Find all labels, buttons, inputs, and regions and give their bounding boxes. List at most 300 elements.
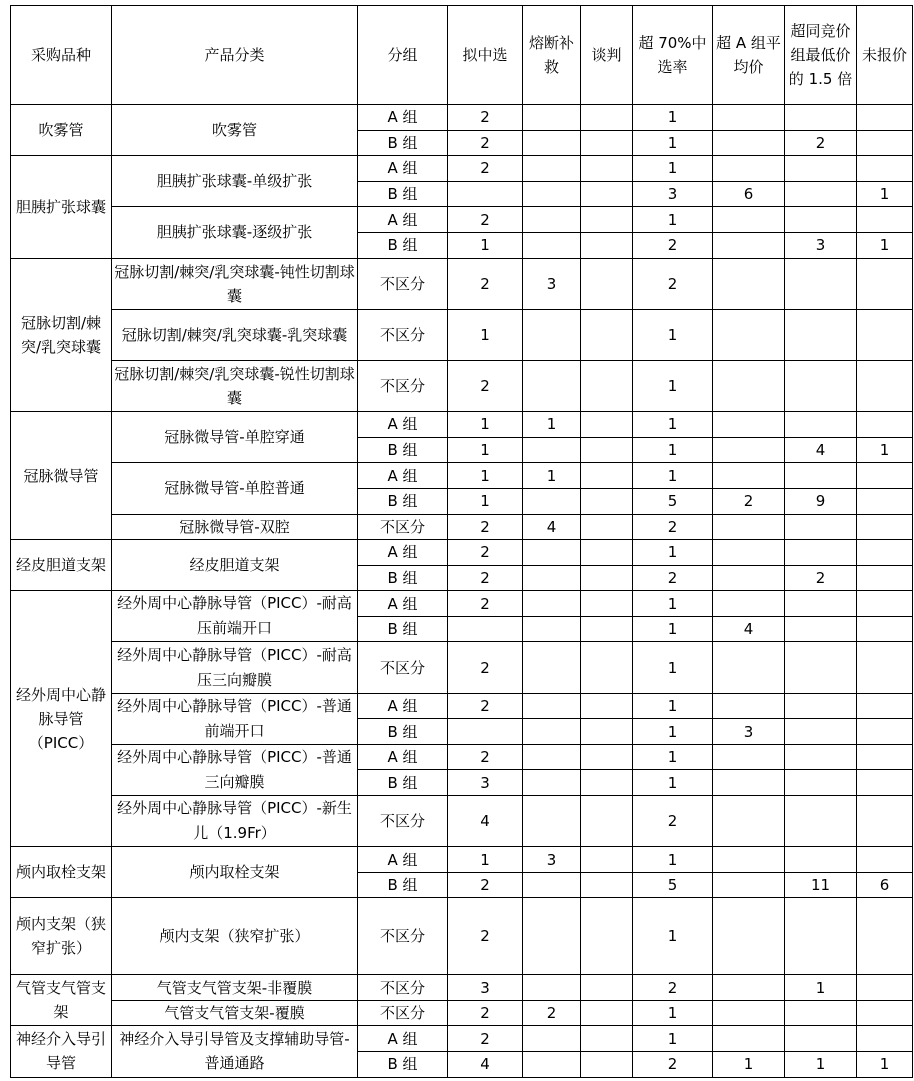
cell-rescue: 1 xyxy=(523,412,581,438)
cell-unquoted xyxy=(857,258,913,309)
cell-negotiation xyxy=(581,975,633,1001)
cell-over15 xyxy=(785,770,857,796)
cell-unquoted: 6 xyxy=(857,872,913,898)
cell-selected: 2 xyxy=(448,642,523,693)
cell-overA xyxy=(713,642,785,693)
cell-unquoted: 1 xyxy=(857,437,913,463)
cell-rescue xyxy=(523,591,581,617)
table-row xyxy=(11,1000,913,1026)
cell-rescue xyxy=(523,770,581,796)
cell-group: 不区分 xyxy=(358,258,448,309)
cell-over15 xyxy=(785,1000,857,1026)
cell-overA xyxy=(713,514,785,540)
cell-group: A 组 xyxy=(358,156,448,182)
cell-over15 xyxy=(785,463,857,489)
cell-category: 吹雾管 xyxy=(112,105,358,156)
cell-over70: 1 xyxy=(633,437,713,463)
cell-overA xyxy=(713,412,785,438)
cell-group: A 组 xyxy=(358,847,448,873)
cell-overA xyxy=(713,156,785,182)
cell-over15: 4 xyxy=(785,437,857,463)
cell-overA: 1 xyxy=(713,1051,785,1077)
cell-negotiation xyxy=(581,412,633,438)
cell-unquoted xyxy=(857,105,913,131)
cell-overA xyxy=(713,258,785,309)
cell-overA xyxy=(713,463,785,489)
cell-overA xyxy=(713,975,785,1001)
cell-group: A 组 xyxy=(358,207,448,233)
cell-negotiation xyxy=(581,207,633,233)
cell-group: 不区分 xyxy=(358,898,448,975)
cell-unquoted xyxy=(857,514,913,540)
table-row xyxy=(11,309,913,360)
cell-overA: 6 xyxy=(713,181,785,207)
cell-overA xyxy=(713,591,785,617)
cell-variety: 经皮胆道支架 xyxy=(11,540,112,591)
cell-over15 xyxy=(785,719,857,745)
cell-over70: 2 xyxy=(633,796,713,847)
cell-rescue xyxy=(523,309,581,360)
header-overA: 超 A 组平均价 xyxy=(713,6,785,105)
cell-rescue xyxy=(523,105,581,131)
procurement-table xyxy=(10,5,913,1078)
table-row xyxy=(11,540,913,566)
cell-rescue xyxy=(523,693,581,719)
cell-rescue: 3 xyxy=(523,258,581,309)
cell-selected: 1 xyxy=(448,412,523,438)
cell-selected: 2 xyxy=(448,514,523,540)
cell-selected: 1 xyxy=(448,309,523,360)
cell-unquoted xyxy=(857,616,913,642)
cell-over70: 1 xyxy=(633,642,713,693)
cell-selected xyxy=(448,181,523,207)
header-over15: 超同竞价组最低价的 1.5 倍 xyxy=(785,6,857,105)
cell-selected xyxy=(448,719,523,745)
cell-group: A 组 xyxy=(358,693,448,719)
cell-category: 冠脉微导管-双腔 xyxy=(112,514,358,540)
cell-rescue xyxy=(523,975,581,1001)
cell-selected: 2 xyxy=(448,130,523,156)
cell-over70: 1 xyxy=(633,130,713,156)
cell-over15: 2 xyxy=(785,565,857,591)
cell-category: 经外周中心静脉导管（PICC）-耐高压三向瓣膜 xyxy=(112,642,358,693)
cell-variety: 胆胰扩张球囊 xyxy=(11,156,112,258)
cell-category: 经皮胆道支架 xyxy=(112,540,358,591)
cell-group: A 组 xyxy=(358,412,448,438)
cell-rescue xyxy=(523,1051,581,1077)
cell-category: 冠脉微导管-单腔普通 xyxy=(112,463,358,514)
cell-variety: 神经介入导引导管 xyxy=(11,1026,112,1077)
cell-group: B 组 xyxy=(358,181,448,207)
cell-over70: 2 xyxy=(633,975,713,1001)
cell-over15 xyxy=(785,207,857,233)
cell-unquoted: 1 xyxy=(857,181,913,207)
table-row xyxy=(11,412,913,438)
cell-over15 xyxy=(785,360,857,411)
cell-over70: 1 xyxy=(633,719,713,745)
cell-category: 颅内取栓支架 xyxy=(112,847,358,898)
table-row xyxy=(11,207,913,233)
cell-selected: 2 xyxy=(448,105,523,131)
cell-unquoted xyxy=(857,360,913,411)
cell-unquoted xyxy=(857,412,913,438)
table-row xyxy=(11,847,913,873)
cell-unquoted xyxy=(857,540,913,566)
table-row xyxy=(11,744,913,770)
cell-selected: 3 xyxy=(448,770,523,796)
cell-negotiation xyxy=(581,488,633,514)
cell-over70: 3 xyxy=(633,181,713,207)
cell-negotiation xyxy=(581,872,633,898)
cell-rescue: 1 xyxy=(523,463,581,489)
cell-rescue xyxy=(523,796,581,847)
cell-over70: 1 xyxy=(633,1000,713,1026)
cell-rescue xyxy=(523,207,581,233)
cell-over70: 1 xyxy=(633,309,713,360)
cell-group: 不区分 xyxy=(358,642,448,693)
cell-negotiation xyxy=(581,105,633,131)
cell-group: 不区分 xyxy=(358,975,448,1001)
cell-over15: 1 xyxy=(785,975,857,1001)
cell-over15 xyxy=(785,616,857,642)
cell-selected: 2 xyxy=(448,258,523,309)
cell-selected: 3 xyxy=(448,975,523,1001)
cell-negotiation xyxy=(581,616,633,642)
cell-group: 不区分 xyxy=(358,1000,448,1026)
cell-category: 气管支气管支架-非覆膜 xyxy=(112,975,358,1001)
cell-negotiation xyxy=(581,796,633,847)
cell-unquoted: 1 xyxy=(857,1051,913,1077)
cell-overA xyxy=(713,565,785,591)
cell-negotiation xyxy=(581,437,633,463)
cell-unquoted xyxy=(857,463,913,489)
cell-over70: 1 xyxy=(633,156,713,182)
cell-group: A 组 xyxy=(358,105,448,131)
cell-over70: 1 xyxy=(633,360,713,411)
cell-over70: 1 xyxy=(633,770,713,796)
cell-overA xyxy=(713,898,785,975)
cell-overA xyxy=(713,360,785,411)
cell-negotiation xyxy=(581,565,633,591)
cell-selected: 2 xyxy=(448,898,523,975)
cell-negotiation xyxy=(581,847,633,873)
header-variety: 采购品种 xyxy=(11,6,112,105)
cell-rescue: 2 xyxy=(523,1000,581,1026)
cell-negotiation xyxy=(581,744,633,770)
cell-rescue: 3 xyxy=(523,847,581,873)
cell-over70: 1 xyxy=(633,898,713,975)
cell-unquoted xyxy=(857,796,913,847)
cell-unquoted xyxy=(857,1026,913,1052)
cell-unquoted xyxy=(857,847,913,873)
table-row xyxy=(11,360,913,411)
cell-over70: 1 xyxy=(633,847,713,873)
cell-overA xyxy=(713,847,785,873)
cell-negotiation xyxy=(581,898,633,975)
cell-over70: 2 xyxy=(633,232,713,258)
cell-category: 冠脉微导管-单腔穿通 xyxy=(112,412,358,463)
cell-overA xyxy=(713,1000,785,1026)
cell-category: 胆胰扩张球囊-逐级扩张 xyxy=(112,207,358,258)
cell-rescue xyxy=(523,642,581,693)
cell-group: A 组 xyxy=(358,540,448,566)
cell-rescue xyxy=(523,898,581,975)
cell-selected: 4 xyxy=(448,1051,523,1077)
cell-over70: 1 xyxy=(633,412,713,438)
cell-rescue xyxy=(523,565,581,591)
cell-overA: 3 xyxy=(713,719,785,745)
table-row xyxy=(11,463,913,489)
cell-group: B 组 xyxy=(358,1051,448,1077)
cell-unquoted xyxy=(857,309,913,360)
cell-rescue xyxy=(523,540,581,566)
cell-over15 xyxy=(785,309,857,360)
cell-negotiation xyxy=(581,540,633,566)
cell-over15 xyxy=(785,796,857,847)
header-unquoted: 未报价 xyxy=(857,6,913,105)
cell-over70: 1 xyxy=(633,744,713,770)
cell-selected: 2 xyxy=(448,207,523,233)
cell-category: 经外周中心静脉导管（PICC）-普通前端开口 xyxy=(112,693,358,744)
cell-group: A 组 xyxy=(358,1026,448,1052)
cell-selected: 4 xyxy=(448,796,523,847)
cell-negotiation xyxy=(581,514,633,540)
cell-overA xyxy=(713,309,785,360)
cell-over15 xyxy=(785,412,857,438)
cell-negotiation xyxy=(581,693,633,719)
cell-overA xyxy=(713,207,785,233)
cell-unquoted xyxy=(857,591,913,617)
cell-overA: 4 xyxy=(713,616,785,642)
cell-rescue xyxy=(523,181,581,207)
cell-variety: 冠脉微导管 xyxy=(11,412,112,540)
cell-category: 胆胰扩张球囊-单级扩张 xyxy=(112,156,358,207)
cell-selected: 2 xyxy=(448,744,523,770)
cell-selected: 2 xyxy=(448,1000,523,1026)
cell-over70: 1 xyxy=(633,207,713,233)
cell-overA xyxy=(713,693,785,719)
header-negotiation: 谈判 xyxy=(581,6,633,105)
cell-over70: 1 xyxy=(633,463,713,489)
cell-selected: 2 xyxy=(448,540,523,566)
cell-variety: 吹雾管 xyxy=(11,105,112,156)
cell-selected: 1 xyxy=(448,437,523,463)
cell-group: 不区分 xyxy=(358,360,448,411)
cell-group: B 组 xyxy=(358,719,448,745)
cell-selected: 2 xyxy=(448,360,523,411)
cell-over70: 5 xyxy=(633,488,713,514)
cell-category: 经外周中心静脉导管（PICC）-普通三向瓣膜 xyxy=(112,744,358,795)
cell-category: 经外周中心静脉导管（PICC）-新生儿（1.9Fr） xyxy=(112,796,358,847)
header-category: 产品分类 xyxy=(112,6,358,105)
cell-unquoted xyxy=(857,770,913,796)
cell-overA xyxy=(713,744,785,770)
cell-over15 xyxy=(785,1026,857,1052)
cell-over70: 1 xyxy=(633,105,713,131)
cell-over70: 1 xyxy=(633,693,713,719)
cell-selected: 2 xyxy=(448,872,523,898)
cell-group: B 组 xyxy=(358,130,448,156)
cell-over70: 1 xyxy=(633,591,713,617)
cell-group: 不区分 xyxy=(358,309,448,360)
cell-selected xyxy=(448,616,523,642)
cell-unquoted xyxy=(857,130,913,156)
cell-overA xyxy=(713,540,785,566)
cell-negotiation xyxy=(581,309,633,360)
cell-over15 xyxy=(785,258,857,309)
cell-selected: 2 xyxy=(448,693,523,719)
cell-rescue xyxy=(523,488,581,514)
cell-over15 xyxy=(785,591,857,617)
cell-group: A 组 xyxy=(358,744,448,770)
cell-negotiation xyxy=(581,1026,633,1052)
cell-rescue xyxy=(523,437,581,463)
cell-over15 xyxy=(785,514,857,540)
cell-unquoted xyxy=(857,156,913,182)
cell-category: 冠脉切割/棘突/乳突球囊-锐性切割球囊 xyxy=(112,360,358,411)
cell-over70: 2 xyxy=(633,514,713,540)
table-row xyxy=(11,591,913,617)
table-row xyxy=(11,514,913,540)
cell-over15: 11 xyxy=(785,872,857,898)
cell-over15 xyxy=(785,540,857,566)
cell-over15 xyxy=(785,693,857,719)
cell-overA xyxy=(713,437,785,463)
cell-overA xyxy=(713,130,785,156)
cell-unquoted: 1 xyxy=(857,232,913,258)
cell-overA xyxy=(713,796,785,847)
cell-selected: 2 xyxy=(448,591,523,617)
cell-over15: 1 xyxy=(785,1051,857,1077)
cell-over15: 2 xyxy=(785,130,857,156)
header-selected: 拟中选 xyxy=(448,6,523,105)
cell-over15: 9 xyxy=(785,488,857,514)
cell-category: 冠脉切割/棘突/乳突球囊-钝性切割球囊 xyxy=(112,258,358,309)
cell-over70: 2 xyxy=(633,258,713,309)
header-over70: 超 70%中选率 xyxy=(633,6,713,105)
cell-selected: 1 xyxy=(448,488,523,514)
cell-negotiation xyxy=(581,156,633,182)
cell-rescue xyxy=(523,360,581,411)
table-row xyxy=(11,258,913,309)
cell-over70: 1 xyxy=(633,1026,713,1052)
cell-over70: 5 xyxy=(633,872,713,898)
header-group: 分组 xyxy=(358,6,448,105)
cell-negotiation xyxy=(581,258,633,309)
cell-over70: 2 xyxy=(633,565,713,591)
cell-group: B 组 xyxy=(358,232,448,258)
table-row xyxy=(11,898,913,975)
cell-selected: 1 xyxy=(448,847,523,873)
cell-group: B 组 xyxy=(358,872,448,898)
cell-variety: 颅内支架（狭窄扩张） xyxy=(11,898,112,975)
cell-group: A 组 xyxy=(358,463,448,489)
cell-unquoted xyxy=(857,693,913,719)
cell-rescue xyxy=(523,719,581,745)
cell-unquoted xyxy=(857,207,913,233)
cell-variety: 颅内取栓支架 xyxy=(11,847,112,898)
cell-category: 神经介入导引导管及支撑辅助导管-普通通路 xyxy=(112,1026,358,1077)
cell-over70: 2 xyxy=(633,1051,713,1077)
cell-over15 xyxy=(785,898,857,975)
cell-negotiation xyxy=(581,360,633,411)
cell-negotiation xyxy=(581,232,633,258)
cell-selected: 2 xyxy=(448,1026,523,1052)
cell-group: B 组 xyxy=(358,616,448,642)
cell-variety: 冠脉切割/棘突/乳突球囊 xyxy=(11,258,112,412)
cell-category: 颅内支架（狭窄扩张） xyxy=(112,898,358,975)
table-row xyxy=(11,156,913,182)
cell-rescue xyxy=(523,744,581,770)
cell-unquoted xyxy=(857,975,913,1001)
cell-negotiation xyxy=(581,642,633,693)
cell-negotiation xyxy=(581,463,633,489)
cell-category: 冠脉切割/棘突/乳突球囊-乳突球囊 xyxy=(112,309,358,360)
cell-over15 xyxy=(785,744,857,770)
cell-selected: 1 xyxy=(448,232,523,258)
cell-rescue xyxy=(523,1026,581,1052)
cell-over15 xyxy=(785,181,857,207)
cell-negotiation xyxy=(581,1000,633,1026)
table-row xyxy=(11,642,913,693)
cell-unquoted xyxy=(857,898,913,975)
cell-overA xyxy=(713,872,785,898)
table-row xyxy=(11,1026,913,1052)
cell-variety: 气管支气管支架 xyxy=(11,975,112,1026)
cell-unquoted xyxy=(857,719,913,745)
cell-rescue xyxy=(523,130,581,156)
cell-group: B 组 xyxy=(358,437,448,463)
cell-over70: 1 xyxy=(633,540,713,566)
cell-rescue xyxy=(523,156,581,182)
table-body xyxy=(11,105,913,1078)
cell-overA xyxy=(713,1026,785,1052)
cell-rescue xyxy=(523,872,581,898)
cell-unquoted xyxy=(857,642,913,693)
table-row xyxy=(11,693,913,719)
header-rescue: 熔断补救 xyxy=(523,6,581,105)
cell-category: 经外周中心静脉导管（PICC）-耐高压前端开口 xyxy=(112,591,358,642)
cell-rescue: 4 xyxy=(523,514,581,540)
cell-selected: 1 xyxy=(448,463,523,489)
cell-category: 气管支气管支架-覆膜 xyxy=(112,1000,358,1026)
cell-group: B 组 xyxy=(358,770,448,796)
cell-selected: 2 xyxy=(448,565,523,591)
header-row xyxy=(11,6,913,105)
cell-unquoted xyxy=(857,565,913,591)
cell-negotiation xyxy=(581,130,633,156)
cell-overA xyxy=(713,232,785,258)
cell-selected: 2 xyxy=(448,156,523,182)
cell-rescue xyxy=(523,232,581,258)
cell-group: 不区分 xyxy=(358,514,448,540)
table-row xyxy=(11,105,913,131)
cell-overA: 2 xyxy=(713,488,785,514)
cell-over15 xyxy=(785,847,857,873)
table-row xyxy=(11,975,913,1001)
cell-overA xyxy=(713,105,785,131)
cell-group: A 组 xyxy=(358,591,448,617)
cell-group: B 组 xyxy=(358,488,448,514)
cell-unquoted xyxy=(857,744,913,770)
cell-negotiation xyxy=(581,591,633,617)
cell-group: 不区分 xyxy=(358,796,448,847)
cell-over15 xyxy=(785,642,857,693)
cell-rescue xyxy=(523,616,581,642)
cell-unquoted xyxy=(857,488,913,514)
cell-group: B 组 xyxy=(358,565,448,591)
cell-negotiation xyxy=(581,719,633,745)
